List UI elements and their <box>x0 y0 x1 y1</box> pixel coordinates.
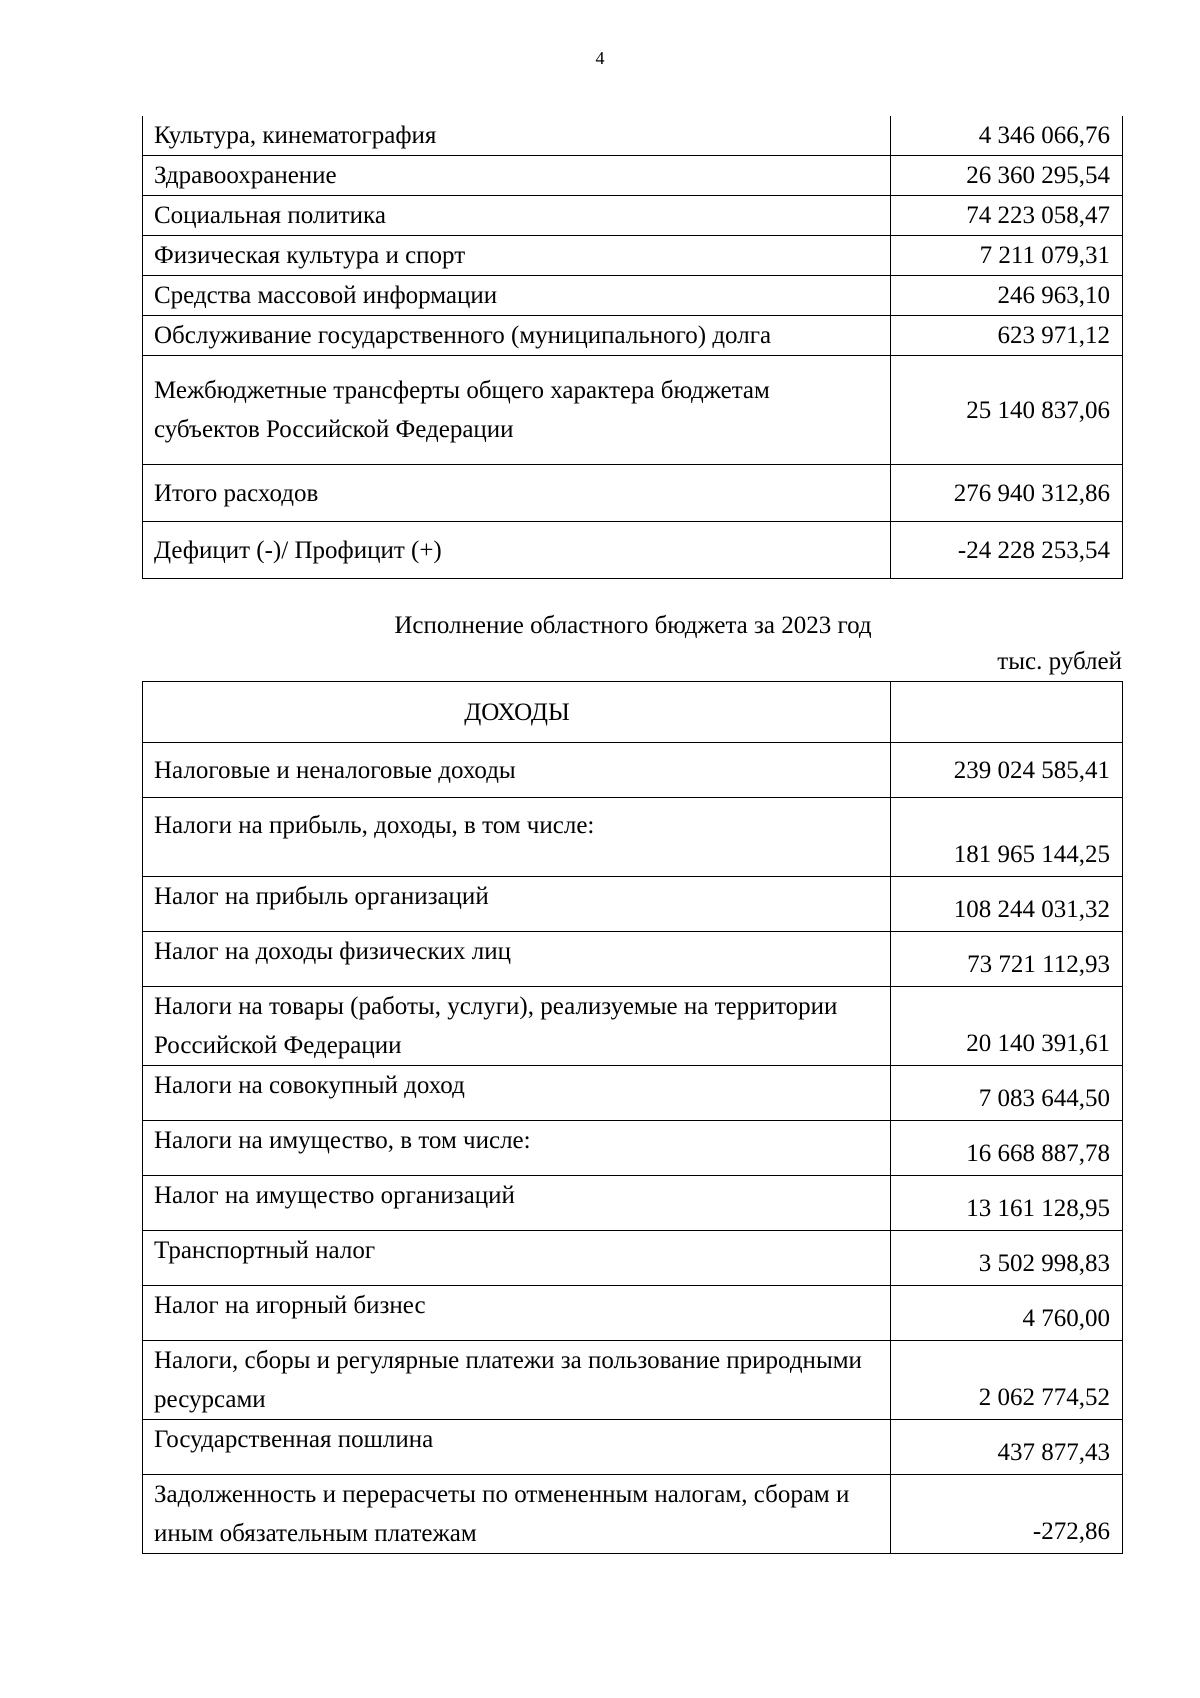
row-label: Средства массовой информации <box>143 276 891 316</box>
row-label: Задолженность и перерасчеты по отмененным налогам, сборам и иным обязательным платежам <box>143 1475 891 1554</box>
table-row <box>143 1231 1123 1286</box>
table-row <box>143 987 1123 1066</box>
table-row <box>143 932 1123 987</box>
table-row <box>143 196 1123 236</box>
page-number: 4 <box>595 48 605 68</box>
row-label: Налог на имущество организаций <box>143 1176 891 1231</box>
row-value: 26 360 295,54 <box>891 156 1123 196</box>
total-row <box>143 465 1123 522</box>
row-value: 181 965 144,25 <box>891 798 1123 877</box>
table-header-row <box>143 682 1123 743</box>
row-label: Физическая культура и спорт <box>143 236 891 276</box>
row-label: Межбюджетные трансферты общего характера бюджетам субъектов Российской Федерации <box>143 356 891 465</box>
row-label: Налог на прибыль организаций <box>143 877 891 932</box>
row-value: 7 211 079,31 <box>891 236 1123 276</box>
row-label: Налоги на совокупный доход <box>143 1066 891 1121</box>
row-label: Налоговые и неналоговые доходы <box>143 743 891 798</box>
table-row <box>143 1121 1123 1176</box>
balance-row <box>143 522 1123 579</box>
row-value: 276 940 312,86 <box>891 465 1123 522</box>
row-value: 437 877,43 <box>891 1420 1123 1475</box>
row-value: 20 140 391,61 <box>891 987 1123 1066</box>
income-table <box>142 681 1123 1554</box>
row-label: Государственная пошлина <box>143 1420 891 1475</box>
row-label: Налог на доходы физических лиц <box>143 932 891 987</box>
row-label: Транспортный налог <box>143 1231 891 1286</box>
table-row <box>143 276 1123 316</box>
row-value: -272,86 <box>891 1475 1123 1554</box>
table-row <box>143 316 1123 356</box>
row-value: 623 971,12 <box>891 316 1123 356</box>
units-label: тыс. рублей <box>997 648 1122 675</box>
row-label: Налог на игорный бизнес <box>143 1286 891 1341</box>
expenditure-table <box>142 116 1123 579</box>
income-header: ДОХОДЫ <box>143 682 891 743</box>
row-label: Налоги на прибыль, доходы, в том числе: <box>143 798 891 877</box>
row-value: 239 024 585,41 <box>891 743 1123 798</box>
row-value: 3 502 998,83 <box>891 1231 1123 1286</box>
table-row <box>143 743 1123 798</box>
section-title: Исполнение областного бюджета за 2023 год <box>394 612 872 639</box>
row-label: Налоги на товары (работы, услуги), реализуемые на территории Российской Федерации <box>143 987 891 1066</box>
row-value: 4 760,00 <box>891 1286 1123 1341</box>
table-row <box>143 236 1123 276</box>
row-value: 25 140 837,06 <box>891 356 1123 465</box>
table-row <box>143 116 1123 156</box>
row-value: 4 346 066,76 <box>891 116 1123 156</box>
row-value: 2 062 774,52 <box>891 1341 1123 1420</box>
table-row <box>143 798 1123 877</box>
table-row <box>143 356 1123 465</box>
row-label: Обслуживание государственного (муниципального) долга <box>143 316 891 356</box>
row-value: 74 223 058,47 <box>891 196 1123 236</box>
row-label: Социальная политика <box>143 196 891 236</box>
table-row <box>143 1176 1123 1231</box>
row-label: Итого расходов <box>143 465 891 522</box>
header-empty-cell <box>891 682 1123 743</box>
row-value: 73 721 112,93 <box>891 932 1123 987</box>
row-value: 7 083 644,50 <box>891 1066 1123 1121</box>
row-value: 13 161 128,95 <box>891 1176 1123 1231</box>
row-label: Налоги на имущество, в том числе: <box>143 1121 891 1176</box>
table-row <box>143 1420 1123 1475</box>
row-value: 246 963,10 <box>891 276 1123 316</box>
row-label: Налоги, сборы и регулярные платежи за пользование природными ресурсами <box>143 1341 891 1420</box>
row-label: Дефицит (-)/ Профицит (+) <box>143 522 891 579</box>
table-row <box>143 156 1123 196</box>
table-row <box>143 1475 1123 1554</box>
row-value: 108 244 031,32 <box>891 877 1123 932</box>
table-row <box>143 877 1123 932</box>
row-value: -24 228 253,54 <box>891 522 1123 579</box>
row-value: 16 668 887,78 <box>891 1121 1123 1176</box>
row-label: Культура, кинематография <box>143 116 891 156</box>
table-row <box>143 1341 1123 1420</box>
table-row <box>143 1066 1123 1121</box>
table-row <box>143 1286 1123 1341</box>
row-label: Здравоохранение <box>143 156 891 196</box>
